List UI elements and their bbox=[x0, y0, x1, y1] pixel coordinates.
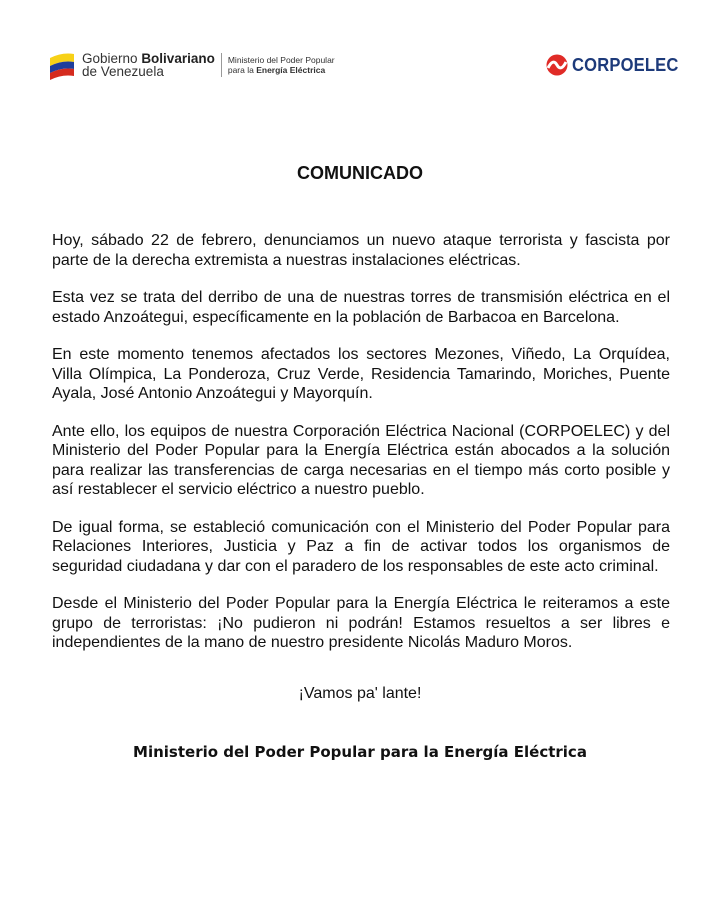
paragraph: Ante ello, los equipos de nuestra Corporación Eléctrica Nacional (CORPOELEC) y del Ministerio del Poder Popular para la Energía Eléctrica están abocados a la solución para realizar las transferencias de carga necesarias en el tiempo más corto posible y así restablecer el servicio eléctrico a nuestro pueblo. bbox=[52, 422, 670, 498]
ministry-name: Ministerio del Poder Popular para la Energía Eléctrica bbox=[227, 55, 335, 75]
paragraph: En este momento tenemos afectados los sectores Mezones, Viñedo, La Orquídea, Villa Olímpica, La Ponderoza, Cruz Verde, Residencia Tamarindo, Moriches, Puente Ayala, José Antonio Anzoátegui y Mayorquín. bbox=[52, 346, 670, 402]
paragraph: Desde el Ministerio del Poder Popular para la Energía Eléctrica le reiteramos a este grupo de terroristas: ¡No pudieron ni podrán! Estamos resueltos a ser libres e independientes de la mano de nuestro presidente Nicolás Maduro Moros. bbox=[52, 595, 670, 651]
closing-line: ¡Vamos pa' lante! bbox=[298, 685, 422, 702]
paragraph: Hoy, sábado 22 de febrero, denunciamos un nuevo ataque terrorista y fascista por parte de la derecha extremista a nuestras instalaciones eléctricas. bbox=[52, 232, 670, 269]
document-body bbox=[52, 231, 670, 671]
venezuela-flag-icon bbox=[48, 50, 76, 80]
corpoelec-emblem-icon bbox=[545, 54, 569, 76]
paragraph: Esta vez se trata del derribo de una de nuestras torres de transmisión eléctrica en el estado Anzoátegui, específicamente en la población de Barbacoa en Barcelona. bbox=[52, 289, 670, 326]
signature: Ministerio del Poder Popular para la Energía Eléctrica bbox=[133, 743, 587, 761]
divider bbox=[221, 53, 222, 77]
corpoelec-logo: CORPOELEC bbox=[545, 54, 688, 76]
government-logo bbox=[48, 50, 335, 80]
government-name: Gobierno Bolivariano de Venezuela bbox=[82, 51, 215, 79]
document-title: COMUNICADO bbox=[297, 163, 423, 183]
paragraph: De igual forma, se estableció comunicación con el Ministerio del Poder Popular para Relaciones Interiores, Justicia y Paz a fin de activar todos los organismos de seguridad ciudadana y dar con el paradero de los responsables de este acto criminal. bbox=[52, 518, 670, 575]
